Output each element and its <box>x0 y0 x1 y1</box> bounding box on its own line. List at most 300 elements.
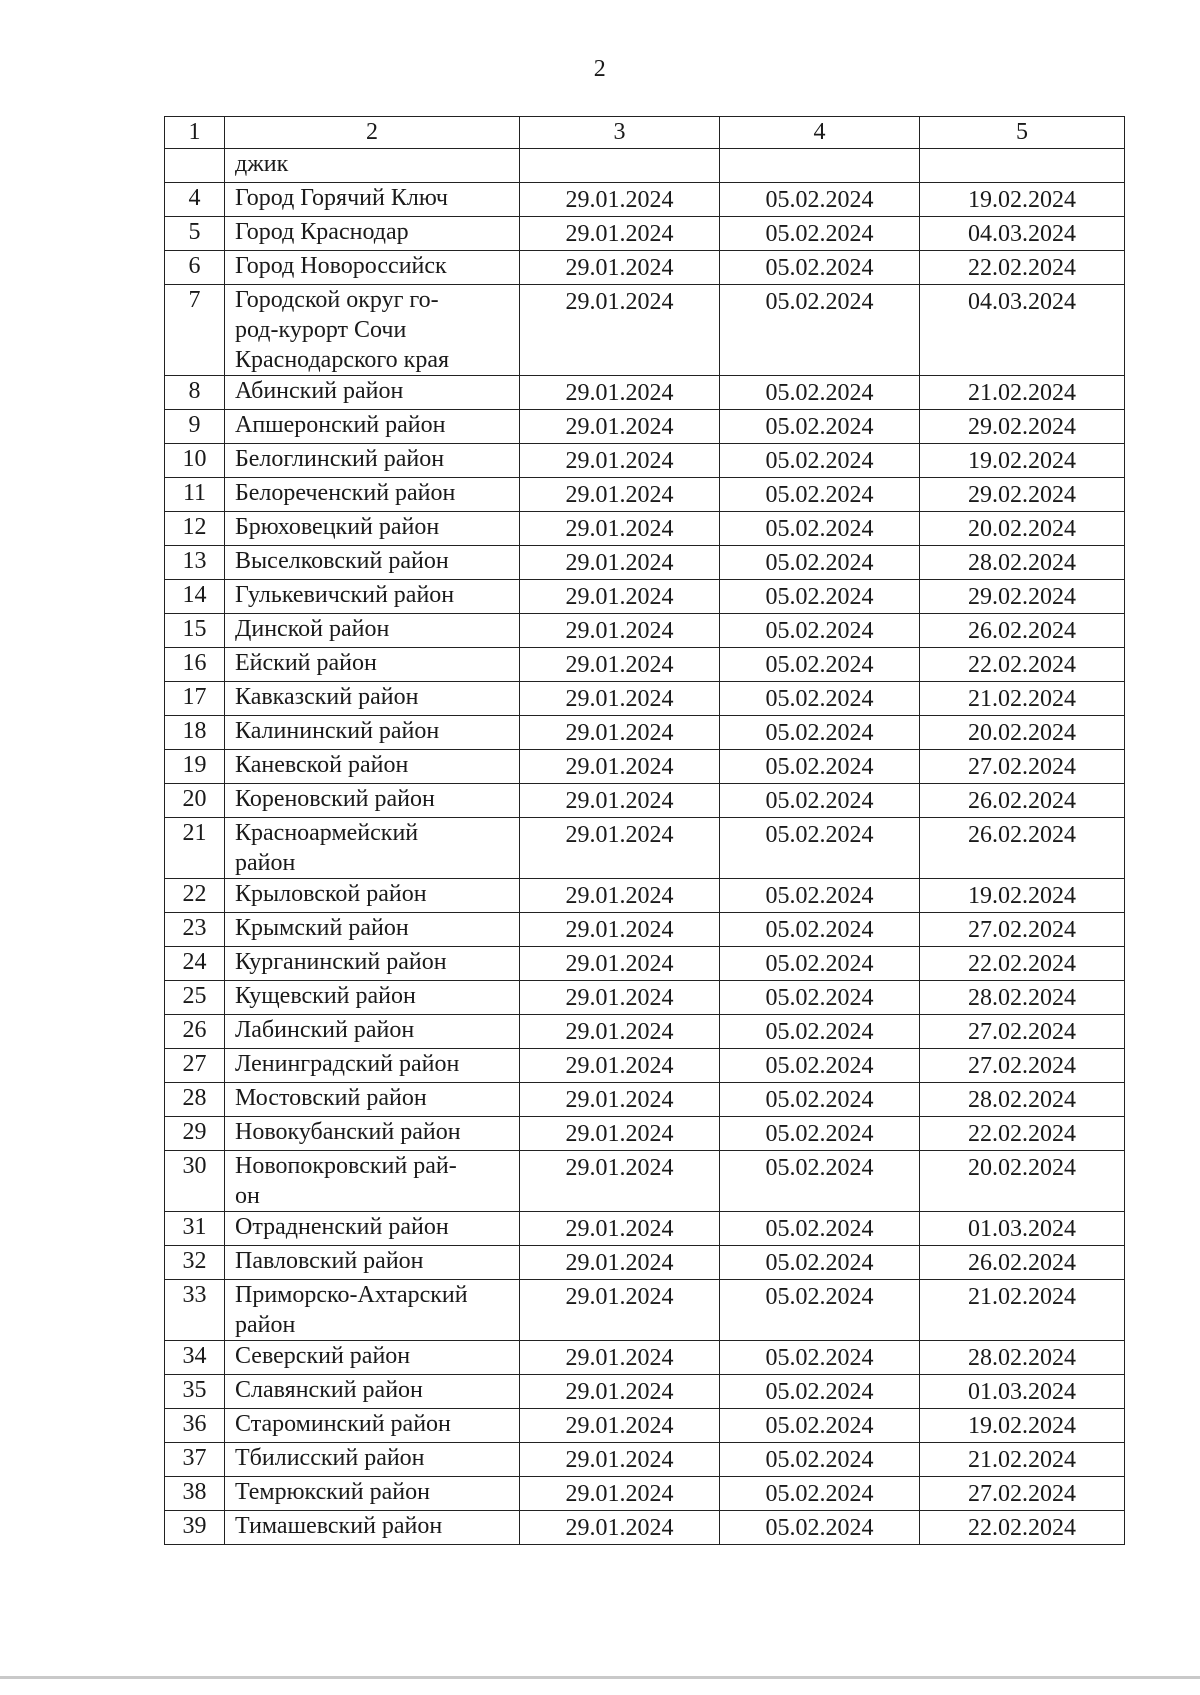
date-col-4-cell <box>720 648 920 682</box>
row-number-cell: 34 <box>165 1341 225 1375</box>
row-number-cell: 6 <box>165 251 225 285</box>
date-text: 05.02.2024 <box>765 448 874 474</box>
municipality-name-cell: Ейский район <box>225 648 520 682</box>
date-col-3-cell <box>520 1246 720 1280</box>
date-col-3-cell <box>520 1511 720 1545</box>
row-number-cell: 11 <box>165 478 225 512</box>
date-text: 29.01.2024 <box>565 380 674 406</box>
date-col-4-cell <box>720 546 920 580</box>
row-number-cell: 15 <box>165 614 225 648</box>
municipality-name-cell: Отрадненский район <box>225 1212 520 1246</box>
date-col-4-cell <box>720 512 920 546</box>
date-col-5-cell <box>920 981 1125 1015</box>
date-text: 29.01.2024 <box>565 1121 674 1147</box>
date-text: 05.02.2024 <box>765 414 874 440</box>
date-text: 05.02.2024 <box>765 822 874 848</box>
date-text: 29.01.2024 <box>565 516 674 542</box>
date-text: 20.02.2024 <box>968 516 1076 542</box>
date-col-3-cell <box>520 251 720 285</box>
date-col-4-cell <box>720 1341 920 1375</box>
date-col-5-cell <box>920 444 1125 478</box>
date-col-5-cell <box>920 682 1125 716</box>
date-text: 27.02.2024 <box>968 1481 1076 1507</box>
table-row <box>165 478 1125 512</box>
date-col-5-cell <box>920 818 1125 879</box>
row-number-cell: 37 <box>165 1443 225 1477</box>
date-text: 19.02.2024 <box>968 1413 1076 1439</box>
date-text: 29.01.2024 <box>565 1250 674 1276</box>
schedule-table <box>164 116 1125 1545</box>
municipality-name-cell: Тбилисский район <box>225 1443 520 1477</box>
date-text: 05.02.2024 <box>765 221 874 247</box>
date-col-4-cell <box>720 750 920 784</box>
date-col-4-cell <box>720 879 920 913</box>
date-text: 29.01.2024 <box>565 917 674 943</box>
date-text: 29.01.2024 <box>565 1155 674 1181</box>
date-col-4-cell <box>720 251 920 285</box>
date-col-5-cell <box>920 614 1125 648</box>
date-text: 22.02.2024 <box>968 1121 1076 1147</box>
date-text: 27.02.2024 <box>968 917 1076 943</box>
row-number-cell: 36 <box>165 1409 225 1443</box>
date-col-5-cell <box>920 1511 1125 1545</box>
municipality-name-cell: Выселковский район <box>225 546 520 580</box>
date-col-4-cell <box>720 149 920 183</box>
date-col-4-cell <box>720 1015 920 1049</box>
row-number-cell: 20 <box>165 784 225 818</box>
date-col-5-cell <box>920 1341 1125 1375</box>
date-col-3-cell <box>520 1151 720 1212</box>
row-number-cell: 12 <box>165 512 225 546</box>
date-col-5-cell <box>920 648 1125 682</box>
date-text: 05.02.2024 <box>765 1345 874 1371</box>
date-col-3-cell <box>520 444 720 478</box>
date-text: 29.02.2024 <box>968 584 1076 610</box>
table-row <box>165 376 1125 410</box>
date-col-4-cell <box>720 1477 920 1511</box>
table-row <box>165 981 1125 1015</box>
municipality-name-cell: Калининский район <box>225 716 520 750</box>
date-text: 05.02.2024 <box>765 720 874 746</box>
date-text: 29.02.2024 <box>968 414 1076 440</box>
table-row <box>165 716 1125 750</box>
date-text: 05.02.2024 <box>765 686 874 712</box>
municipality-name-cell: Белореченский район <box>225 478 520 512</box>
date-text: 29.01.2024 <box>565 1216 674 1242</box>
date-col-5-cell <box>920 1015 1125 1049</box>
date-text: 05.02.2024 <box>765 788 874 814</box>
date-text: 29.01.2024 <box>565 686 674 712</box>
date-col-4-cell <box>720 1443 920 1477</box>
date-text: 29.01.2024 <box>565 221 674 247</box>
date-col-5-cell <box>920 1117 1125 1151</box>
date-col-5-cell <box>920 1246 1125 1280</box>
date-text: 29.01.2024 <box>565 720 674 746</box>
date-col-5-cell <box>920 913 1125 947</box>
date-col-3-cell <box>520 716 720 750</box>
date-text: 29.01.2024 <box>565 1053 674 1079</box>
table-row <box>165 251 1125 285</box>
date-text: 05.02.2024 <box>765 289 874 315</box>
date-col-3-cell <box>520 1409 720 1443</box>
table-row <box>165 1212 1125 1246</box>
table-row <box>165 1375 1125 1409</box>
date-text: 05.02.2024 <box>765 1515 874 1541</box>
municipality-name-cell: Мостовский район <box>225 1083 520 1117</box>
table-row <box>165 149 1125 183</box>
date-col-3-cell <box>520 1280 720 1341</box>
table-row <box>165 648 1125 682</box>
date-text: 29.01.2024 <box>565 414 674 440</box>
date-text: 05.02.2024 <box>765 652 874 678</box>
date-text: 21.02.2024 <box>968 380 1076 406</box>
municipality-name-cell: Каневской район <box>225 750 520 784</box>
date-col-4-cell <box>720 947 920 981</box>
date-text: 21.02.2024 <box>968 686 1076 712</box>
header-cell-1: 1 <box>165 117 225 149</box>
date-text: 22.02.2024 <box>968 652 1076 678</box>
table-row <box>165 1246 1125 1280</box>
date-text: 05.02.2024 <box>765 516 874 542</box>
municipality-name-cell: Павловский район <box>225 1246 520 1280</box>
date-text: 04.03.2024 <box>968 221 1076 247</box>
header-row <box>165 117 1125 149</box>
date-text: 29.01.2024 <box>565 187 674 213</box>
date-text: 29.01.2024 <box>565 289 674 315</box>
row-number-cell: 9 <box>165 410 225 444</box>
date-text: 21.02.2024 <box>968 1284 1076 1310</box>
date-text: 20.02.2024 <box>968 720 1076 746</box>
table-row <box>165 1409 1125 1443</box>
date-col-3-cell <box>520 750 720 784</box>
table-row <box>165 217 1125 251</box>
municipality-name-cell: Кущевский район <box>225 981 520 1015</box>
date-col-4-cell <box>720 1375 920 1409</box>
date-text: 29.01.2024 <box>565 1284 674 1310</box>
date-col-5-cell <box>920 716 1125 750</box>
row-number-cell: 17 <box>165 682 225 716</box>
date-col-5-cell <box>920 1375 1125 1409</box>
date-text: 29.01.2024 <box>565 550 674 576</box>
date-text: 22.02.2024 <box>968 951 1076 977</box>
row-number-cell: 29 <box>165 1117 225 1151</box>
date-col-5-cell <box>920 750 1125 784</box>
municipality-name-cell: Крыловской район <box>225 879 520 913</box>
table-row <box>165 410 1125 444</box>
date-text: 29.01.2024 <box>565 1515 674 1541</box>
date-col-3-cell <box>520 981 720 1015</box>
date-col-5-cell <box>920 285 1125 376</box>
row-number-cell: 27 <box>165 1049 225 1083</box>
date-text: 05.02.2024 <box>765 917 874 943</box>
row-number-cell: 32 <box>165 1246 225 1280</box>
date-col-3-cell <box>520 1477 720 1511</box>
table-row <box>165 614 1125 648</box>
date-text: 05.02.2024 <box>765 1379 874 1405</box>
date-col-4-cell <box>720 784 920 818</box>
date-text: 29.01.2024 <box>565 482 674 508</box>
municipality-name-cell: Приморско-Ахтарский район <box>225 1280 520 1341</box>
table-row <box>165 682 1125 716</box>
date-col-3-cell <box>520 1083 720 1117</box>
date-col-3-cell <box>520 1341 720 1375</box>
date-text: 29.01.2024 <box>565 448 674 474</box>
date-text: 05.02.2024 <box>765 883 874 909</box>
date-text: 05.02.2024 <box>765 1053 874 1079</box>
municipality-name-cell: Город Новороссийск <box>225 251 520 285</box>
date-col-4-cell <box>720 1280 920 1341</box>
municipality-name-cell: Брюховецкий район <box>225 512 520 546</box>
row-number-cell: 28 <box>165 1083 225 1117</box>
date-col-3-cell <box>520 285 720 376</box>
date-text: 19.02.2024 <box>968 448 1076 474</box>
date-text: 29.01.2024 <box>565 652 674 678</box>
date-text: 29.01.2024 <box>565 1413 674 1439</box>
municipality-name-cell: Новопокровский рай- он <box>225 1151 520 1212</box>
date-text: 26.02.2024 <box>968 822 1076 848</box>
date-col-3-cell <box>520 947 720 981</box>
table-row <box>165 1341 1125 1375</box>
date-text: 20.02.2024 <box>968 1155 1076 1181</box>
row-number-cell <box>165 149 225 183</box>
table-row <box>165 444 1125 478</box>
date-col-5-cell <box>920 1477 1125 1511</box>
row-number-cell: 39 <box>165 1511 225 1545</box>
table-row <box>165 1083 1125 1117</box>
date-col-4-cell <box>720 1049 920 1083</box>
municipality-name-cell: Новокубанский район <box>225 1117 520 1151</box>
date-col-5-cell <box>920 512 1125 546</box>
municipality-name-cell: Тимашевский район <box>225 1511 520 1545</box>
date-col-4-cell <box>720 682 920 716</box>
date-text: 19.02.2024 <box>968 187 1076 213</box>
date-text: 29.01.2024 <box>565 255 674 281</box>
date-col-5-cell <box>920 1151 1125 1212</box>
date-col-4-cell <box>720 716 920 750</box>
date-col-5-cell <box>920 784 1125 818</box>
date-text: 29.01.2024 <box>565 1379 674 1405</box>
table-row <box>165 1015 1125 1049</box>
date-text: 19.02.2024 <box>968 883 1076 909</box>
municipality-name-cell: джик <box>225 149 520 183</box>
table-row <box>165 285 1125 376</box>
date-col-3-cell <box>520 1443 720 1477</box>
date-col-3-cell <box>520 1015 720 1049</box>
date-text: 05.02.2024 <box>765 1155 874 1181</box>
date-col-4-cell <box>720 1151 920 1212</box>
date-col-3-cell <box>520 784 720 818</box>
date-col-4-cell <box>720 1212 920 1246</box>
date-col-4-cell <box>720 1117 920 1151</box>
date-col-4-cell <box>720 1511 920 1545</box>
date-text: 05.02.2024 <box>765 1447 874 1473</box>
row-number-cell: 13 <box>165 546 225 580</box>
table-row <box>165 947 1125 981</box>
date-text: 05.02.2024 <box>765 1413 874 1439</box>
date-col-5-cell <box>920 183 1125 217</box>
date-col-4-cell <box>720 183 920 217</box>
date-text: 29.01.2024 <box>565 754 674 780</box>
date-text: 05.02.2024 <box>765 187 874 213</box>
date-text: 29.01.2024 <box>565 1087 674 1113</box>
page-number: 2 <box>593 56 607 82</box>
row-number-cell: 14 <box>165 580 225 614</box>
row-number-cell: 16 <box>165 648 225 682</box>
date-col-5-cell <box>920 1409 1125 1443</box>
date-col-3-cell <box>520 818 720 879</box>
table-row <box>165 818 1125 879</box>
date-text: 26.02.2024 <box>968 618 1076 644</box>
date-text: 05.02.2024 <box>765 380 874 406</box>
date-col-5-cell <box>920 580 1125 614</box>
date-col-4-cell <box>720 913 920 947</box>
date-text: 05.02.2024 <box>765 482 874 508</box>
date-text: 29.01.2024 <box>565 883 674 909</box>
date-col-3-cell <box>520 183 720 217</box>
row-number-cell: 8 <box>165 376 225 410</box>
date-text: 05.02.2024 <box>765 550 874 576</box>
table-row <box>165 784 1125 818</box>
date-col-3-cell <box>520 614 720 648</box>
row-number-cell: 31 <box>165 1212 225 1246</box>
municipality-name-cell: Ленинградский район <box>225 1049 520 1083</box>
municipality-name-cell: Красноармейский район <box>225 818 520 879</box>
date-col-4-cell <box>720 410 920 444</box>
table-row <box>165 913 1125 947</box>
date-text: 29.01.2024 <box>565 1447 674 1473</box>
date-text: 26.02.2024 <box>968 1250 1076 1276</box>
table-body <box>165 149 1125 1545</box>
header-cell-3: 3 <box>520 117 720 149</box>
date-text: 01.03.2024 <box>968 1379 1076 1405</box>
municipality-name-cell: Северский район <box>225 1341 520 1375</box>
row-number-cell: 7 <box>165 285 225 376</box>
municipality-name-cell: Темрюкский район <box>225 1477 520 1511</box>
date-text: 29.01.2024 <box>565 951 674 977</box>
date-text: 05.02.2024 <box>765 618 874 644</box>
date-text: 05.02.2024 <box>765 985 874 1011</box>
date-col-5-cell <box>920 410 1125 444</box>
date-text: 29.01.2024 <box>565 584 674 610</box>
date-col-4-cell <box>720 580 920 614</box>
date-text: 05.02.2024 <box>765 754 874 780</box>
date-text: 05.02.2024 <box>765 1284 874 1310</box>
date-col-4-cell <box>720 1409 920 1443</box>
date-col-3-cell <box>520 1212 720 1246</box>
date-col-5-cell <box>920 1280 1125 1341</box>
date-col-4-cell <box>720 1083 920 1117</box>
row-number-cell: 33 <box>165 1280 225 1341</box>
date-text: 05.02.2024 <box>765 1121 874 1147</box>
table-row <box>165 1443 1125 1477</box>
date-col-5-cell <box>920 217 1125 251</box>
table-row <box>165 580 1125 614</box>
date-text: 27.02.2024 <box>968 1053 1076 1079</box>
municipality-name-cell: Крымский район <box>225 913 520 947</box>
date-col-3-cell <box>520 512 720 546</box>
row-number-cell: 5 <box>165 217 225 251</box>
table-row <box>165 1049 1125 1083</box>
date-col-3-cell <box>520 1049 720 1083</box>
date-col-5-cell <box>920 478 1125 512</box>
date-col-3-cell <box>520 410 720 444</box>
municipality-name-cell: Кавказский район <box>225 682 520 716</box>
municipality-name-cell: Апшеронский район <box>225 410 520 444</box>
date-col-4-cell <box>720 217 920 251</box>
table-row <box>165 1151 1125 1212</box>
table-row <box>165 1117 1125 1151</box>
table-row <box>165 546 1125 580</box>
date-text: 27.02.2024 <box>968 754 1076 780</box>
date-col-5-cell <box>920 879 1125 913</box>
date-text: 05.02.2024 <box>765 951 874 977</box>
row-number-cell: 10 <box>165 444 225 478</box>
date-col-5-cell <box>920 1049 1125 1083</box>
date-col-3-cell <box>520 1375 720 1409</box>
date-text: 29.01.2024 <box>565 618 674 644</box>
date-text: 27.02.2024 <box>968 1019 1076 1045</box>
date-text: 01.03.2024 <box>968 1216 1076 1242</box>
date-col-5-cell <box>920 1443 1125 1477</box>
header-cell-5: 5 <box>920 117 1125 149</box>
date-col-3-cell <box>520 546 720 580</box>
row-number-cell: 22 <box>165 879 225 913</box>
date-col-3-cell <box>520 1117 720 1151</box>
municipality-name-cell: Белоглинский район <box>225 444 520 478</box>
table-row <box>165 879 1125 913</box>
date-col-4-cell <box>720 981 920 1015</box>
date-text: 28.02.2024 <box>968 985 1076 1011</box>
date-col-5-cell <box>920 376 1125 410</box>
date-text: 28.02.2024 <box>968 1087 1076 1113</box>
date-text: 05.02.2024 <box>765 1019 874 1045</box>
municipality-name-cell: Абинский район <box>225 376 520 410</box>
date-col-3-cell <box>520 648 720 682</box>
date-col-4-cell <box>720 1246 920 1280</box>
table-row <box>165 1511 1125 1545</box>
row-number-cell: 38 <box>165 1477 225 1511</box>
row-number-cell: 19 <box>165 750 225 784</box>
municipality-name-cell: Кореновский район <box>225 784 520 818</box>
date-text: 29.01.2024 <box>565 822 674 848</box>
row-number-cell: 24 <box>165 947 225 981</box>
date-col-3-cell <box>520 913 720 947</box>
date-text: 21.02.2024 <box>968 1447 1076 1473</box>
date-col-5-cell <box>920 947 1125 981</box>
date-text: 05.02.2024 <box>765 1481 874 1507</box>
date-col-5-cell <box>920 1212 1125 1246</box>
date-col-4-cell <box>720 444 920 478</box>
row-number-cell: 4 <box>165 183 225 217</box>
municipality-name-cell: Динской район <box>225 614 520 648</box>
date-text: 26.02.2024 <box>968 788 1076 814</box>
date-text: 29.01.2024 <box>565 985 674 1011</box>
date-col-5-cell <box>920 1083 1125 1117</box>
date-text: 28.02.2024 <box>968 1345 1076 1371</box>
date-text: 29.01.2024 <box>565 788 674 814</box>
date-col-4-cell <box>720 285 920 376</box>
row-number-cell: 18 <box>165 716 225 750</box>
row-number-cell: 26 <box>165 1015 225 1049</box>
row-number-cell: 25 <box>165 981 225 1015</box>
date-text: 22.02.2024 <box>968 255 1076 281</box>
row-number-cell: 35 <box>165 1375 225 1409</box>
date-col-4-cell <box>720 478 920 512</box>
date-text: 29.01.2024 <box>565 1481 674 1507</box>
municipality-name-cell: Лабинский район <box>225 1015 520 1049</box>
municipality-name-cell: Городской округ го- род-курорт Сочи Краснодарского края <box>225 285 520 376</box>
date-text: 05.02.2024 <box>765 255 874 281</box>
